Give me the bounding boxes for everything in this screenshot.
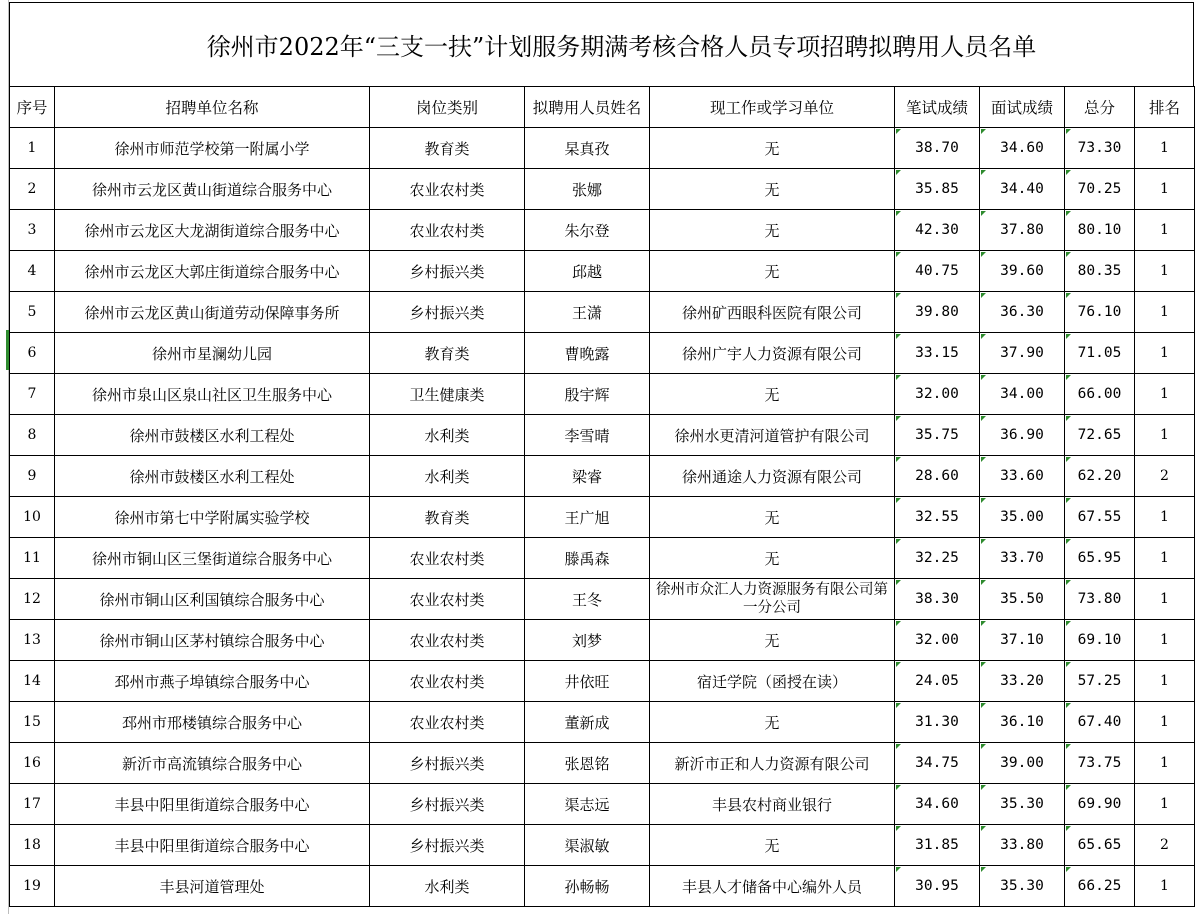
cell-rank[interactable]: 1 [1135, 210, 1195, 251]
cell-category[interactable]: 农业农村类 [370, 620, 525, 661]
cell-interview-score[interactable]: 34.60 [980, 128, 1065, 169]
cell-rank[interactable]: 1 [1135, 538, 1195, 579]
cell-rank[interactable]: 1 [1135, 374, 1195, 415]
cell-written-score[interactable]: 35.85 [895, 169, 980, 210]
cell-written-score[interactable]: 34.75 [895, 743, 980, 784]
cell-employer[interactable]: 徐州市云龙区黄山街道综合服务中心 [55, 169, 370, 210]
cell-name[interactable]: 刘梦 [525, 620, 650, 661]
header-cell-index[interactable]: 序号 [10, 87, 55, 128]
cell-written-score[interactable]: 34.60 [895, 784, 980, 825]
cell-interview-score[interactable]: 33.60 [980, 456, 1065, 497]
cell-total[interactable]: 80.10 [1065, 210, 1135, 251]
header-cell-name[interactable]: 拟聘用人员姓名 [525, 87, 650, 128]
cell-category[interactable]: 教育类 [370, 333, 525, 374]
cell-employer[interactable]: 徐州市铜山区三堡街道综合服务中心 [55, 538, 370, 579]
cell-index[interactable]: 13 [10, 620, 55, 661]
cell-rank[interactable]: 1 [1135, 169, 1195, 210]
cell-interview-score[interactable]: 33.20 [980, 661, 1065, 702]
cell-name[interactable]: 邱越 [525, 251, 650, 292]
cell-category[interactable]: 乡村振兴类 [370, 251, 525, 292]
cell-current-unit[interactable]: 新沂市正和人力资源有限公司 [650, 743, 895, 784]
cell-index[interactable]: 16 [10, 743, 55, 784]
cell-rank[interactable]: 1 [1135, 866, 1195, 907]
cell-total[interactable]: 69.90 [1065, 784, 1135, 825]
cell-written-score[interactable]: 32.00 [895, 620, 980, 661]
cell-written-score[interactable]: 38.70 [895, 128, 980, 169]
cell-rank[interactable]: 1 [1135, 702, 1195, 743]
cell-name[interactable]: 滕禹森 [525, 538, 650, 579]
table-row [10, 702, 1195, 743]
cell-employer[interactable]: 徐州市云龙区大郭庄街道综合服务中心 [55, 251, 370, 292]
cell-name[interactable]: 李雪晴 [525, 415, 650, 456]
header-cell-rank[interactable]: 排名 [1135, 87, 1195, 128]
cell-total[interactable]: 62.20 [1065, 456, 1135, 497]
cell-category[interactable]: 教育类 [370, 497, 525, 538]
cell-name[interactable]: 孙畅畅 [525, 866, 650, 907]
cell-rank[interactable]: 1 [1135, 784, 1195, 825]
page-title: 徐州市2022年“三支一扶”计划服务期满考核合格人员专项招聘拟聘用人员名单 [9, 2, 1194, 86]
table-row [10, 579, 1195, 620]
cell-index[interactable]: 6 [10, 333, 55, 374]
cell-index[interactable]: 15 [10, 702, 55, 743]
table-row [10, 866, 1195, 907]
cell-written-score[interactable]: 32.25 [895, 538, 980, 579]
table-row [10, 251, 1195, 292]
table-row [10, 784, 1195, 825]
cell-category[interactable]: 农业农村类 [370, 702, 525, 743]
cell-written-score[interactable]: 42.30 [895, 210, 980, 251]
cell-current-unit[interactable]: 徐州矿西眼科医院有限公司 [650, 292, 895, 333]
cell-employer[interactable]: 丰县河道管理处 [55, 866, 370, 907]
cell-name[interactable]: 王冬 [525, 579, 650, 620]
cell-rank[interactable]: 1 [1135, 128, 1195, 169]
cell-total[interactable]: 69.10 [1065, 620, 1135, 661]
cell-index[interactable]: 12 [10, 579, 55, 620]
cell-current-unit[interactable]: 无 [650, 825, 895, 866]
cell-rank[interactable]: 2 [1135, 825, 1195, 866]
table-row [10, 415, 1195, 456]
cell-employer[interactable]: 徐州市鼓楼区水利工程处 [55, 456, 370, 497]
cell-current-unit[interactable]: 无 [650, 702, 895, 743]
candidate-table [9, 86, 1195, 907]
cell-current-unit[interactable]: 无 [650, 210, 895, 251]
cell-total[interactable]: 65.95 [1065, 538, 1135, 579]
cell-employer[interactable]: 徐州市铜山区茅村镇综合服务中心 [55, 620, 370, 661]
cell-name[interactable]: 张娜 [525, 169, 650, 210]
cell-name[interactable]: 殷宇辉 [525, 374, 650, 415]
cell-index[interactable]: 7 [10, 374, 55, 415]
cell-index[interactable]: 17 [10, 784, 55, 825]
cell-rank[interactable]: 1 [1135, 292, 1195, 333]
cell-written-score[interactable]: 30.95 [895, 866, 980, 907]
cell-total[interactable]: 66.25 [1065, 866, 1135, 907]
cell-category[interactable]: 乡村振兴类 [370, 784, 525, 825]
cell-rank[interactable]: 1 [1135, 415, 1195, 456]
cell-interview-score[interactable]: 37.80 [980, 210, 1065, 251]
cell-current-unit[interactable]: 丰县农村商业银行 [650, 784, 895, 825]
cell-name[interactable]: 王潇 [525, 292, 650, 333]
header-cell-current-unit[interactable]: 现工作或学习单位 [650, 87, 895, 128]
cell-index[interactable]: 5 [10, 292, 55, 333]
cell-total[interactable]: 73.80 [1065, 579, 1135, 620]
cell-rank[interactable]: 1 [1135, 579, 1195, 620]
cell-written-score[interactable]: 24.05 [895, 661, 980, 702]
cell-category[interactable]: 卫生健康类 [370, 374, 525, 415]
cell-current-unit[interactable]: 无 [650, 251, 895, 292]
cell-written-score[interactable]: 33.15 [895, 333, 980, 374]
header-cell-written-score[interactable]: 笔试成绩 [895, 87, 980, 128]
cell-index[interactable]: 4 [10, 251, 55, 292]
cell-rank[interactable]: 1 [1135, 743, 1195, 784]
cell-total[interactable]: 73.75 [1065, 743, 1135, 784]
cell-index[interactable]: 9 [10, 456, 55, 497]
cell-written-score[interactable]: 39.80 [895, 292, 980, 333]
cell-written-score[interactable]: 35.75 [895, 415, 980, 456]
cell-interview-score[interactable]: 33.70 [980, 538, 1065, 579]
cell-name[interactable]: 曹晚露 [525, 333, 650, 374]
cell-total[interactable]: 67.55 [1065, 497, 1135, 538]
table-row [10, 333, 1195, 374]
cell-interview-score[interactable]: 37.90 [980, 333, 1065, 374]
table-row [10, 661, 1195, 702]
cell-name[interactable]: 梁睿 [525, 456, 650, 497]
cell-rank[interactable]: 1 [1135, 620, 1195, 661]
cell-written-score[interactable]: 31.30 [895, 702, 980, 743]
cell-current-unit[interactable]: 宿迁学院（函授在读） [650, 661, 895, 702]
cell-name[interactable]: 杲真孜 [525, 128, 650, 169]
header-cell-category[interactable]: 岗位类别 [370, 87, 525, 128]
cell-interview-score[interactable]: 35.50 [980, 579, 1065, 620]
cell-total[interactable]: 66.00 [1065, 374, 1135, 415]
cell-name[interactable]: 朱尔登 [525, 210, 650, 251]
table-row [10, 292, 1195, 333]
cell-interview-score[interactable]: 35.00 [980, 497, 1065, 538]
cell-written-score[interactable]: 40.75 [895, 251, 980, 292]
cell-interview-score[interactable]: 36.90 [980, 415, 1065, 456]
cell-category[interactable]: 水利类 [370, 415, 525, 456]
cell-total[interactable]: 80.35 [1065, 251, 1135, 292]
cell-current-unit[interactable]: 无 [650, 538, 895, 579]
cell-employer[interactable]: 邳州市燕子埠镇综合服务中心 [55, 661, 370, 702]
cell-index[interactable]: 11 [10, 538, 55, 579]
cell-interview-score[interactable]: 33.80 [980, 825, 1065, 866]
cell-total[interactable]: 70.25 [1065, 169, 1135, 210]
header-row [10, 87, 1195, 128]
cell-employer[interactable]: 丰县中阳里街道综合服务中心 [55, 825, 370, 866]
table-row [10, 538, 1195, 579]
cell-current-unit[interactable]: 无 [650, 169, 895, 210]
cell-total[interactable]: 71.05 [1065, 333, 1135, 374]
cell-interview-score[interactable]: 39.00 [980, 743, 1065, 784]
cell-category[interactable]: 乡村振兴类 [370, 743, 525, 784]
cell-employer[interactable]: 丰县中阳里街道综合服务中心 [55, 784, 370, 825]
cell-category[interactable]: 乡村振兴类 [370, 825, 525, 866]
cell-index[interactable]: 18 [10, 825, 55, 866]
table-row [10, 620, 1195, 661]
cell-employer[interactable]: 徐州市铜山区利国镇综合服务中心 [55, 579, 370, 620]
cell-interview-score[interactable]: 36.30 [980, 292, 1065, 333]
cell-employer[interactable]: 徐州市泉山区泉山社区卫生服务中心 [55, 374, 370, 415]
cell-interview-score[interactable]: 34.40 [980, 169, 1065, 210]
cell-current-unit[interactable]: 无 [650, 620, 895, 661]
cell-employer[interactable]: 邳州市邢楼镇综合服务中心 [55, 702, 370, 743]
cell-interview-score[interactable]: 39.60 [980, 251, 1065, 292]
cell-employer[interactable]: 徐州市鼓楼区水利工程处 [55, 415, 370, 456]
cell-current-unit[interactable]: 徐州水更清河道管护有限公司 [650, 415, 895, 456]
cell-total[interactable]: 57.25 [1065, 661, 1135, 702]
header-cell-employer[interactable]: 招聘单位名称 [55, 87, 370, 128]
cell-name[interactable]: 井依旺 [525, 661, 650, 702]
header-cell-total[interactable]: 总分 [1065, 87, 1135, 128]
table-row [10, 128, 1195, 169]
cell-category[interactable]: 农业农村类 [370, 169, 525, 210]
cell-current-unit[interactable]: 无 [650, 497, 895, 538]
cell-interview-score[interactable]: 36.10 [980, 702, 1065, 743]
cell-written-score[interactable]: 31.85 [895, 825, 980, 866]
cell-interview-score[interactable]: 35.30 [980, 784, 1065, 825]
cell-category[interactable]: 农业农村类 [370, 538, 525, 579]
cell-total[interactable]: 67.40 [1065, 702, 1135, 743]
cell-employer[interactable]: 徐州市云龙区大龙湖街道综合服务中心 [55, 210, 370, 251]
table-row [10, 374, 1195, 415]
table-body [10, 128, 1195, 907]
cell-total[interactable]: 73.30 [1065, 128, 1135, 169]
cell-category[interactable]: 农业农村类 [370, 661, 525, 702]
cell-current-unit[interactable]: 徐州广宇人力资源有限公司 [650, 333, 895, 374]
cell-interview-score[interactable]: 37.10 [980, 620, 1065, 661]
table-row [10, 169, 1195, 210]
cell-current-unit[interactable]: 丰县人才储备中心编外人员 [650, 866, 895, 907]
cell-index[interactable]: 2 [10, 169, 55, 210]
cell-total[interactable]: 72.65 [1065, 415, 1135, 456]
cell-rank[interactable]: 1 [1135, 333, 1195, 374]
cell-name[interactable]: 渠淑敏 [525, 825, 650, 866]
cell-current-unit[interactable]: 无 [650, 374, 895, 415]
cell-current-unit[interactable]: 无 [650, 128, 895, 169]
cell-total[interactable]: 65.65 [1065, 825, 1135, 866]
spreadsheet [9, 2, 1194, 907]
cell-rank[interactable]: 1 [1135, 497, 1195, 538]
table-row [10, 456, 1195, 497]
cell-rank[interactable]: 1 [1135, 661, 1195, 702]
cell-rank[interactable]: 2 [1135, 456, 1195, 497]
cell-index[interactable]: 3 [10, 210, 55, 251]
cell-rank[interactable]: 1 [1135, 251, 1195, 292]
cell-name[interactable]: 张恩铭 [525, 743, 650, 784]
cell-index[interactable]: 19 [10, 866, 55, 907]
cell-index[interactable]: 14 [10, 661, 55, 702]
table-row [10, 210, 1195, 251]
cell-category[interactable]: 水利类 [370, 456, 525, 497]
cell-category[interactable]: 乡村振兴类 [370, 292, 525, 333]
table-row [10, 497, 1195, 538]
table-row [10, 743, 1195, 784]
cell-current-unit[interactable]: 徐州市众汇人力资源服务有限公司第一分公司 [650, 579, 895, 620]
cell-name[interactable]: 渠志远 [525, 784, 650, 825]
cell-written-score[interactable]: 28.60 [895, 456, 980, 497]
cell-current-unit[interactable]: 徐州通途人力资源有限公司 [650, 456, 895, 497]
cell-category[interactable]: 农业农村类 [370, 210, 525, 251]
cell-index[interactable]: 1 [10, 128, 55, 169]
header-cell-interview-score[interactable]: 面试成绩 [980, 87, 1065, 128]
row-header-gutter [0, 0, 9, 914]
table-row [10, 825, 1195, 866]
cell-name[interactable]: 董新成 [525, 702, 650, 743]
cell-interview-score[interactable]: 34.00 [980, 374, 1065, 415]
cell-employer[interactable]: 徐州市云龙区黄山街道劳动保障事务所 [55, 292, 370, 333]
cell-written-score[interactable]: 32.55 [895, 497, 980, 538]
cell-employer[interactable]: 徐州市师范学校第一附属小学 [55, 128, 370, 169]
cell-interview-score[interactable]: 35.30 [980, 866, 1065, 907]
cell-employer[interactable]: 徐州市星澜幼儿园 [55, 333, 370, 374]
cell-written-score[interactable]: 38.30 [895, 579, 980, 620]
cell-index[interactable]: 8 [10, 415, 55, 456]
cell-index[interactable]: 10 [10, 497, 55, 538]
cell-category[interactable]: 教育类 [370, 128, 525, 169]
cell-category[interactable]: 水利类 [370, 866, 525, 907]
cell-written-score[interactable]: 32.00 [895, 374, 980, 415]
cell-employer[interactable]: 徐州市第七中学附属实验学校 [55, 497, 370, 538]
cell-total[interactable]: 76.10 [1065, 292, 1135, 333]
cell-employer[interactable]: 新沂市高流镇综合服务中心 [55, 743, 370, 784]
cell-category[interactable]: 农业农村类 [370, 579, 525, 620]
cell-name[interactable]: 王广旭 [525, 497, 650, 538]
